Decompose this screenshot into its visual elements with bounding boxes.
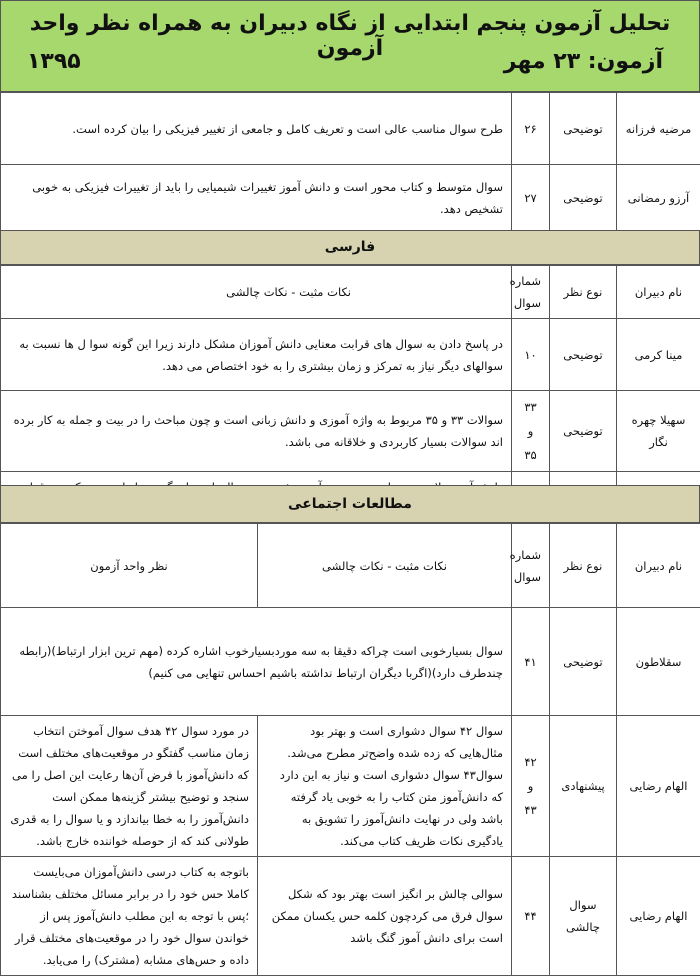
table-row (1, 391, 700, 472)
page-title: تحلیل آزمون پنجم ابتدایی از نگاه دبیران به همراه نظر واحد آزمون (1, 11, 699, 61)
question-number-part: ۳۳ (524, 395, 536, 419)
exam-date: آزمون: ۲۳ مهر (504, 49, 663, 74)
unit-opinion-text: در مورد سوال ۴۲ هدف سوال آموختن انتخاب زمان مناسب گفتگو در موقعیت‌های مختلف است که دانش‌آموز با فرض آن‌ها رعایت این اصل را می سنجد و توضیح بیشتر گزینه‌ها ممکن است دانش‌آموز را به خطا بیاندازد و یا سوال را به قدری طولانی کند که از حوصله خواننده خارج باشد. (1, 716, 258, 857)
table-row (1, 716, 700, 857)
question-number: ۱۰ (512, 319, 550, 391)
table-row (1, 857, 700, 976)
question-number-join: و (528, 774, 534, 798)
question-number (512, 391, 550, 472)
teacher-name: آرزو رمضانی (617, 165, 700, 231)
header-qnum: شماره سوال (512, 266, 550, 319)
header-qnum: شماره سوال (512, 524, 550, 608)
teacher-name: الهام رضایی (617, 857, 700, 976)
question-number-part: ۳۵ (524, 443, 536, 467)
comment-type: توضیحی (550, 93, 617, 165)
header-teacher: نام دبیران (617, 524, 700, 608)
table-header-row (1, 266, 700, 319)
comment-type: سوال چالشی (550, 857, 617, 976)
teacher-name: مرضیه فرزانه (617, 93, 700, 165)
teacher-name: الهام رضایی (617, 716, 700, 857)
social-table (0, 523, 700, 976)
question-number: ۴۱ (512, 608, 550, 716)
header-type: نوع نظر (550, 266, 617, 319)
question-number-part: ۴۲ (524, 750, 536, 774)
comment-type: پیشنهادی (550, 716, 617, 857)
science-table (0, 92, 700, 231)
question-number-join: و (528, 419, 534, 443)
question-number-part: ۴۳ (524, 798, 536, 822)
comment-text: سوال متوسط و کتاب محور است و دانش آموز تغییرات شیمیایی را باید از تغییرات فیزیکی به خوبی تشخیص دهد. (1, 165, 512, 231)
table-row (1, 608, 700, 716)
section-title-social: مطالعات اجتماعی (0, 485, 700, 523)
teacher-name: سهیلا چهره نگار (617, 391, 700, 472)
question-number: ۲۶ (512, 93, 550, 165)
comment-text: در پاسخ دادن به سوال های قرابت معنایی دانش آموزان مشکل دارند زیرا این گونه سوا ل ها نسبت به سوالهای دیگر نیاز به تمرکز و زمان بیشتری را به خود اختصاص می دهد. (1, 319, 512, 391)
comment-text: طرح سوال مناسب عالی است و تعریف کامل و جامعی از تغییر فیزیکی را بیان کرده است. (1, 93, 512, 165)
teacher-name: سقلاطون (617, 608, 700, 716)
header-unit-opinion: نظر واحد آزمون (1, 524, 258, 608)
table-row (1, 319, 700, 391)
comment-type: توضیحی (550, 391, 617, 472)
comment-type: توضیحی (550, 608, 617, 716)
header-comment: نکات مثبت - نکات چالشی (1, 266, 512, 319)
question-number (512, 716, 550, 857)
page-header (0, 0, 700, 92)
question-number: ۲۷ (512, 165, 550, 231)
table-row (1, 165, 700, 231)
header-teacher: نام دبیران (617, 266, 700, 319)
header-type: نوع نظر (550, 524, 617, 608)
comment-text: سوال ۴۲ سوال دشواری است و بهتر بود مثال‌هایی که زده شده واضح‌تر مطرح می‌شد. سوال۴۳ سوال دشواری است و نیاز به این دارد که دانش‌آموز متن کتاب را به خوبی یاد گرفته باشد ولی در نهایت دانش‌آموز را تشویق به یادگیری نکات ظریف کتاب می‌کند. (258, 716, 512, 857)
teacher-name: مینا کرمی (617, 319, 700, 391)
question-number: ۴۴ (512, 857, 550, 976)
unit-opinion-text: باتوجه به کتاب درسی دانش‌آموزان می‌بایست کاملا حس خود را در برابر مسائل مختلف بشناسند ؛پس با توجه به این مطلب دانش‌آموز پس از خواندن سوال خود را در موقعیت‌های مختلف قرار داده و حس‌های مشابه (مشترک) را می‌یابد. (1, 857, 258, 976)
comment-text: سوالات ۳۳ و ۳۵ مربوط به واژه آموزی و دانش زبانی است و چون مباحث را در بیت و جمله به کار برده اند سوالات بسیار کاربردی و خلاقانه می باشد. (1, 391, 512, 472)
table-row (1, 93, 700, 165)
header-comment: نکات مثبت - نکات چالشی (258, 524, 512, 608)
comment-text: سوالی چالش بر انگیز است بهتر بود که شکل سوال فرق می کردچون کلمه حس یکسان ممکن است برای دانش آموز گنگ باشد (258, 857, 512, 976)
comment-text: سوال بسیارخوبی است چراکه دقیقا به سه موردبسیارخوب اشاره کرده (مهم ترین ابزار ارتباط)(رابطه چندطرف دارد)(اگربا دیگران ارتباط نداشته باشیم احساس تنهایی می کنیم) (1, 608, 512, 716)
comment-type: توضیحی (550, 165, 617, 231)
exam-year: ۱۳۹۵ (27, 49, 81, 74)
table-header-row (1, 524, 700, 608)
comment-type: توضیحی (550, 319, 617, 391)
section-title-farsi: فارسی (0, 230, 700, 265)
